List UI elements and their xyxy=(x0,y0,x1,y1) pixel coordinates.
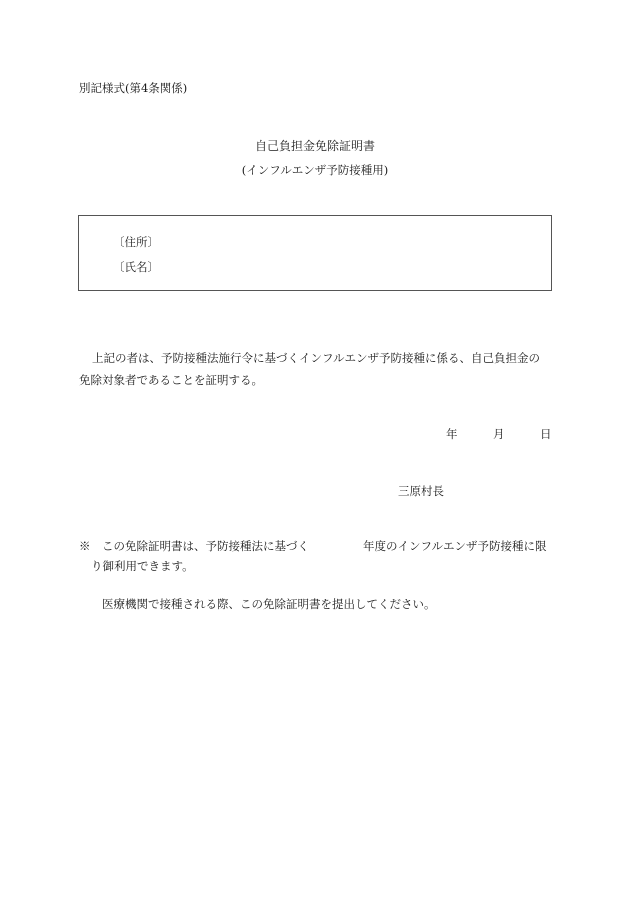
note-line-2: り御利用できます。 xyxy=(91,559,194,573)
date-month-label: 月 xyxy=(493,427,505,441)
name-label: 〔氏名〕 xyxy=(113,260,159,274)
issuer-title: 三原村長 xyxy=(398,484,444,498)
date-day-label: 日 xyxy=(540,427,552,441)
instruction-text: 医療機関で接種される際、この免除証明書を提出してください。 xyxy=(102,597,436,611)
note-line-1-start: ※ この免除証明書は、予防接種法に基づく xyxy=(79,539,309,553)
form-reference: 別記様式(第4条関係) xyxy=(79,81,188,95)
statement-line-1: 上記の者は、予防接種法施行令に基づくインフルエンザ予防接種に係る、自己負担金の xyxy=(92,351,541,365)
recipient-box xyxy=(78,215,552,291)
note-line-1-end: 年度のインフルエンザ予防接種に限 xyxy=(363,539,547,553)
address-label: 〔住所〕 xyxy=(113,235,159,249)
statement-line-2: 免除対象者であることを証明する。 xyxy=(79,373,263,387)
document-subtitle: (インフルエンザ予防接種用) xyxy=(241,163,389,177)
date-year-label: 年 xyxy=(446,427,458,441)
document-title: 自己負担金免除証明書 xyxy=(254,139,375,153)
